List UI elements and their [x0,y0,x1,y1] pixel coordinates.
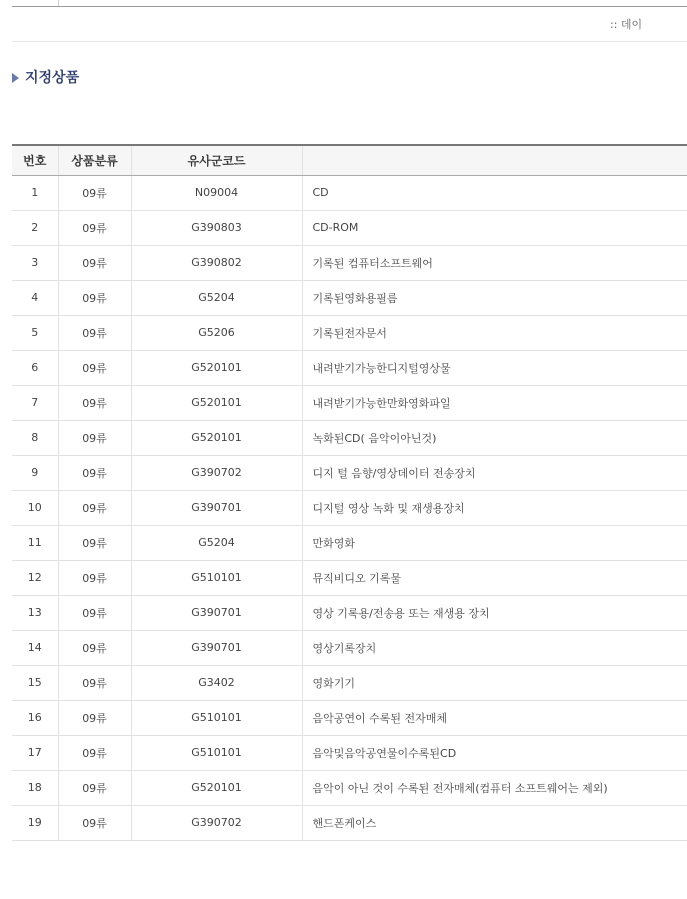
table-row [12,350,687,385]
similar-group-code: G390701 [131,630,302,665]
goods-class: 09류 [58,770,131,805]
goods-name: 녹화된CD( 음악이아닌것) [302,420,687,455]
goods-name: 기록된전자문서 [302,315,687,350]
row-number: 12 [12,560,58,595]
goods-class: 09류 [58,280,131,315]
table-row [12,560,687,595]
similar-group-code: N09004 [131,175,302,210]
table-row [12,735,687,770]
goods-class: 09류 [58,385,131,420]
separator-line [12,41,687,42]
goods-name: 디지 털 음향/영상데이터 전송장치 [302,455,687,490]
row-number: 5 [12,315,58,350]
row-number: 14 [12,630,58,665]
column-header-number: 번호 [12,145,58,175]
similar-group-code: G390702 [131,805,302,840]
row-number: 10 [12,490,58,525]
similar-group-code: G520101 [131,420,302,455]
goods-class: 09류 [58,245,131,280]
table-row [12,280,687,315]
row-number: 6 [12,350,58,385]
goods-name: 디지털 영상 녹화 및 재생용장치 [302,490,687,525]
goods-class: 09류 [58,735,131,770]
goods-name: 내려받기가능한만화영화파일 [302,385,687,420]
goods-class: 09류 [58,700,131,735]
table-row [12,420,687,455]
table-header-row [12,145,687,175]
column-header-class: 상품분류 [58,145,131,175]
goods-class: 09류 [58,210,131,245]
goods-name: 기록된 컴퓨터소프트웨어 [302,245,687,280]
similar-group-code: G390803 [131,210,302,245]
row-number: 4 [12,280,58,315]
section-title [12,68,79,86]
table-row [12,490,687,525]
similar-group-code: G510101 [131,700,302,735]
similar-group-code: G5204 [131,280,302,315]
row-number: 17 [12,735,58,770]
goods-name: CD [302,175,687,210]
goods-class: 09류 [58,805,131,840]
goods-name: 내려받기가능한디지털영상물 [302,350,687,385]
triangle-bullet-icon [12,73,19,83]
similar-group-code: G520101 [131,385,302,420]
goods-name: 영상 기록용/전송용 또는 재생용 장치 [302,595,687,630]
goods-name: 영화기기 [302,665,687,700]
goods-name: 기록된영화용필름 [302,280,687,315]
similar-group-code: G390702 [131,455,302,490]
table-row [12,595,687,630]
goods-name: 뮤직비디오 기록물 [302,560,687,595]
row-number: 11 [12,525,58,560]
row-number: 7 [12,385,58,420]
goods-class: 09류 [58,525,131,560]
row-number: 16 [12,700,58,735]
column-header-code: 유사군코드 [131,145,302,175]
goods-class: 09류 [58,560,131,595]
table-row [12,175,687,210]
goods-name: 만화영화 [302,525,687,560]
goods-class: 09류 [58,175,131,210]
goods-class: 09류 [58,665,131,700]
goods-name: 핸드폰케이스 [302,805,687,840]
goods-class: 09류 [58,630,131,665]
table-row [12,385,687,420]
similar-group-code: G510101 [131,560,302,595]
similar-group-code: G390802 [131,245,302,280]
similar-group-code: G390701 [131,490,302,525]
goods-class: 09류 [58,490,131,525]
similar-group-code: G390701 [131,595,302,630]
designated-goods-table [12,144,687,841]
table-row [12,770,687,805]
row-number: 3 [12,245,58,280]
similar-group-code: G3402 [131,665,302,700]
table-row [12,210,687,245]
similar-group-code: G5204 [131,525,302,560]
goods-class: 09류 [58,315,131,350]
goods-name: 음악이 아닌 것이 수록된 전자매체(컴퓨터 소프트웨어는 제외) [302,770,687,805]
row-number: 1 [12,175,58,210]
top-strip [12,0,687,7]
similar-group-code: G510101 [131,735,302,770]
goods-name: 음악공연이 수록된 전자매체 [302,700,687,735]
row-number: 2 [12,210,58,245]
table-row [12,665,687,700]
section-title-text: 지정상품 [25,70,80,86]
table-row [12,245,687,280]
row-number: 18 [12,770,58,805]
table-row [12,455,687,490]
table-row [12,805,687,840]
goods-class: 09류 [58,595,131,630]
row-number: 13 [12,595,58,630]
table-row [12,700,687,735]
top-strip-divider [58,0,59,6]
table-row [12,315,687,350]
row-number: 9 [12,455,58,490]
goods-name: 영상기록장치 [302,630,687,665]
row-number: 8 [12,420,58,455]
column-header-goods [302,145,687,175]
goods-class: 09류 [58,420,131,455]
info-note: :: 데이 [610,18,643,31]
row-number: 15 [12,665,58,700]
similar-group-code: G520101 [131,350,302,385]
similar-group-code: G5206 [131,315,302,350]
goods-name: CD-ROM [302,210,687,245]
row-number: 19 [12,805,58,840]
table-row [12,525,687,560]
goods-name: 음악및음악공연물이수록된CD [302,735,687,770]
goods-class: 09류 [58,455,131,490]
goods-class: 09류 [58,350,131,385]
similar-group-code: G520101 [131,770,302,805]
table-row [12,630,687,665]
